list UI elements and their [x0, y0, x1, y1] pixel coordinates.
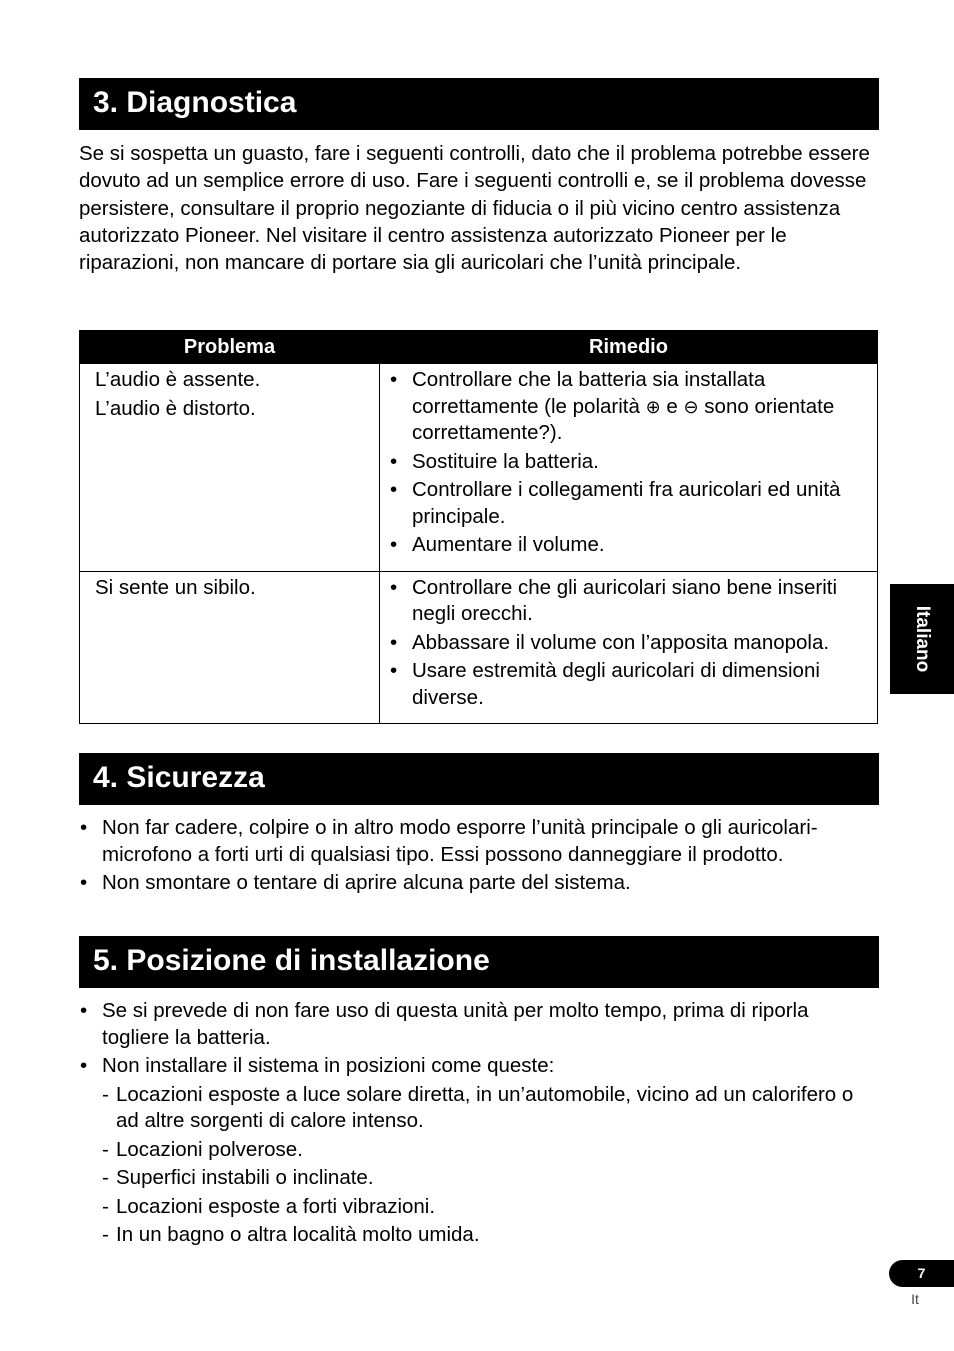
remedy-item: • Abbassare il volume con l’apposita manopola. [390, 630, 865, 657]
section-title-posizione: 5. Posizione di installazione [79, 936, 879, 988]
header-problema: Problema [80, 331, 380, 364]
section-title-diagnostica: 3. Diagnostica [79, 78, 879, 130]
list-item: • Non smontare o tentare di aprire alcuna parte del sistema. [79, 870, 879, 897]
location-sublist [102, 1082, 879, 1249]
remedy-item: • Usare estremità degli auricolari di dimensioni diverse. [390, 658, 865, 711]
problem-text: L’audio è assente. [95, 368, 261, 391]
problem-text: Si sente un sibilo. [95, 575, 256, 599]
sub-list-item: - Superfici instabili o inclinate. [102, 1165, 879, 1192]
language-tab-label: Italiano [912, 605, 933, 673]
problem-cell [80, 364, 380, 572]
list-item: • Se si prevede di non fare uso di questa unità per molto tempo, prima di riporla togliere la batteria. [79, 998, 879, 1051]
header-rimedio: Rimedio [380, 331, 878, 364]
page-number: 7 [889, 1260, 954, 1287]
list-item: • Non far cadere, colpire o in altro modo esporre l’unità principale o gli auricolari-microfono a forti urti di qualsiasi tipo. Essi possono danneggiare il prodotto. [79, 815, 879, 868]
language-code: It [911, 1291, 919, 1307]
plus-polarity-icon: ⊕ [645, 396, 661, 417]
remedy-item: • Aumentare il volume. [390, 532, 865, 559]
problem-cell [80, 571, 380, 724]
sub-list-item: - Locazioni esposte a luce solare diretta, in un’automobile, vicino ad un calorifero o ad altre sorgenti di calore intenso. [102, 1082, 879, 1135]
troubleshooting-table [79, 330, 878, 724]
table-row [80, 364, 878, 572]
sub-list-item: - Locazioni polverose. [102, 1137, 879, 1164]
remedy-item: • Sostituire la batteria. [390, 449, 865, 476]
problem-text: L’audio è distorto. [95, 396, 256, 420]
sub-list-item: - Locazioni esposte a forti vibrazioni. [102, 1194, 879, 1221]
section-title-sicurezza: 4. Sicurezza [79, 753, 879, 805]
remedy-item: • Controllare i collegamenti fra auricolari ed unità principale. [390, 477, 865, 530]
table-row [80, 571, 878, 724]
remedy-cell [380, 571, 878, 724]
list-item [79, 1053, 879, 1249]
remedy-cell [380, 364, 878, 572]
table-header-row [80, 331, 878, 364]
sub-list-item: - In un bagno o altra località molto umida. [102, 1222, 879, 1249]
language-side-tab [890, 584, 954, 694]
list-item-text: Non installare il sistema in posizioni come queste: [102, 1054, 555, 1077]
sicurezza-list [79, 815, 879, 899]
remedy-item: • Controllare che gli auricolari siano bene inseriti negli orecchi. [390, 575, 865, 628]
remedy-item [390, 367, 865, 447]
remedy-text: Controllare che la batteria sia installata correttamente (le polarità [412, 368, 766, 418]
posizione-list [79, 998, 879, 1251]
minus-polarity-icon: ⊖ [683, 396, 699, 417]
remedy-text: e [666, 394, 678, 418]
remedy-text: sono orientate correttamente?). [412, 394, 835, 444]
diagnostica-intro: Se si sospetta un guasto, fare i seguenti controlli, dato che il problema potrebbe essere dovuto ad un semplice errore di uso. Fare i seguenti controlli e, se il problema dovesse persistere, consultare il proprio negoziante di fiducia o il più vicino centro assistenza autorizzato Pioneer. Nel visitare il centro assistenza autorizzato Pioneer per le riparazioni, non mancare di portare sia gli auricolari che l’unità principale. [79, 142, 870, 275]
